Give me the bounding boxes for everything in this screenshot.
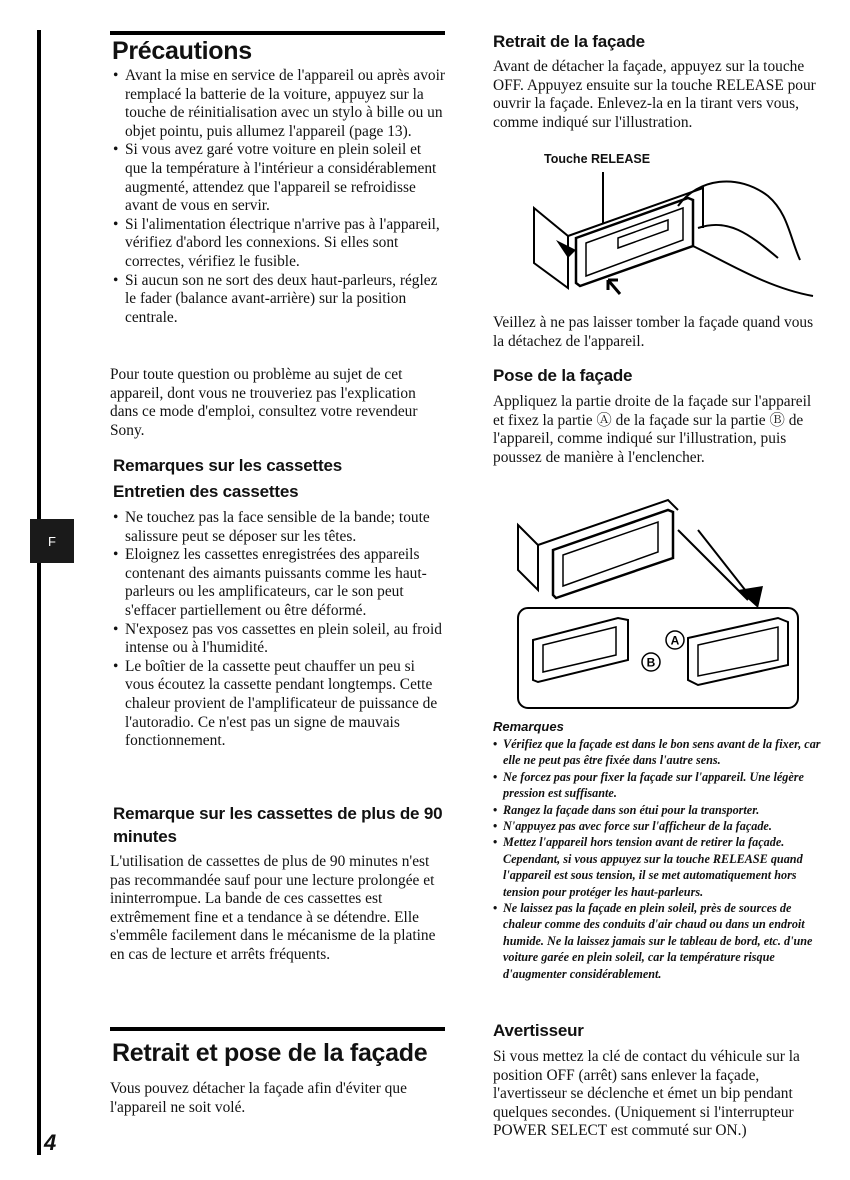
faceplate-paragraph: Vous pouvez détacher la façade afin d'éviter que l'appareil ne soit volé. (110, 1080, 407, 1116)
removal-paragraph: Avant de détacher la façade, appuyez sur la touche OFF. Appuyez ensuite sur la touche RELEASE pour ouvrir la façade. Enlevez-la en la tirant vers vous, comme indiqué sur l'illustration. (493, 58, 816, 131)
language-tab (30, 519, 74, 563)
list-item: • Rangez la façade dans son étui pour la transporter. (493, 802, 823, 818)
list-item: • Ne forcez pas pour fixer la façade sur l'appareil. Une légère pression est suffisante. (493, 769, 823, 802)
list-item: • N'appuyez pas avec force sur l'afficheur de la façade. (493, 818, 823, 834)
list-item: • Le boîtier de la cassette peut chauffer un peu si vous écoutez la cassette pendant longtemps. Cette chaleur provient de l'amplificateur de puissance de l'autoradio. Ce n'est pas un signe de mauvais fonctionnement. (113, 658, 445, 751)
page-number: 4 (44, 1130, 57, 1155)
list-item: • Si vous avez garé votre voiture en plein soleil et que la température à l'intérieur a considérablement augmenté, attendez que l'appareil se refroidisse avant de vous en servir. (113, 141, 445, 215)
removal-after-paragraph: Veillez à ne pas laisser tomber la façade quand vous la détachez de l'appareil. (493, 314, 814, 350)
cassettes-title: Remarques sur les cassettes (113, 456, 342, 475)
attach-title: Pose de la façade (493, 366, 633, 385)
release-button-label: Touche RELEASE (544, 152, 651, 166)
attach-illustration (508, 490, 808, 715)
long-cassettes-title: Remarque sur les cassettes de plus de 90 minutes (113, 804, 443, 846)
list-item: • Avant la mise en service de l'appareil ou après avoir remplacé la batterie de la voiture, appuyez sur la touche de réinitialisation avec un stylo à bille ou un objet pointu, puis allumez l'appareil (page 13). (113, 67, 445, 141)
marker-a: A (670, 633, 680, 648)
long-cassettes-paragraph: L'utilisation de cassettes de plus de 90 minutes n'est pas recommandée sauf pour une lecture prolongée et ininterrompue. La bande de ces cassettes est extrêmement fine et a tendance à se détendre. Elle s'emmêle facilement dans le mécanisme de la platine en cas de lecture et arrêts fréquents. (110, 853, 436, 963)
precautions-title: Précautions (112, 37, 252, 65)
list-item: • Si aucun son ne sort des deux haut-parleurs, réglez le fader (balance avant-arrière) sur la position centrale. (113, 272, 445, 328)
section-rule (110, 31, 445, 35)
faceplate-title: Retrait et pose de la façade (112, 1039, 428, 1067)
notes-list (493, 736, 823, 982)
marker-b: B (646, 655, 656, 670)
notes-title: Remarques (493, 719, 564, 734)
list-item: • Si l'alimentation électrique n'arrive pas à l'appareil, vérifiez d'abord les connexions. Si elles sont correctes, vérifiez le fusible. (113, 216, 445, 272)
list-item: • Vérifiez que la façade est dans le bon sens avant de la fixer, car elle ne peut pas être fixée dans l'autre sens. (493, 736, 823, 769)
list-item: • Ne laissez pas la façade en plein soleil, près de sources de chaleur comme des conduits d'air chaud ou dans un endroit humide. Ne la laissez jamais sur le tableau de bord, etc. d'une voiture garée en plein soleil, car la température risque d'augmenter considérablement. (493, 900, 823, 982)
section-rule (110, 1027, 445, 1031)
cassettes-list (113, 509, 445, 751)
removal-title: Retrait de la façade (493, 32, 645, 51)
release-illustration (528, 168, 818, 308)
list-item: • N'exposez pas vos cassettes en plein soleil, au froid intense ou à l'humidité. (113, 621, 445, 658)
alarm-paragraph: Si vous mettez la clé de contact du véhicule sur la position OFF (arrêt) sans enlever la façade, l'avertisseur se déclenche et émet un bip pendant quelques secondes. (Uniquement si l'interrupteur POWER SELECT est commuté sur ON.) (493, 1048, 800, 1140)
list-item: • Eloignez les cassettes enregistrées des appareils contenant des aimants puissants comme les haut-parleurs ou les amplificateurs, car le son peut s'effacer partiellement ou être déformé. (113, 546, 445, 620)
precautions-list (113, 67, 445, 327)
margin-rule (37, 30, 41, 1155)
alarm-title: Avertisseur (493, 1021, 584, 1040)
list-item: • Mettez l'appareil hors tension avant de retirer la façade. Cependant, si vous appuyez sur la touche RELEASE quand l'appareil est sous tension, il se met automatiquement hors tension pour protéger les haut-parleurs. (493, 834, 823, 900)
attach-paragraph: Appliquez la partie droite de la façade sur l'appareil et fixez la partie Ⓐ de la façade sur la partie Ⓑ de l'appareil, comme indiqué sur l'illustration, puis poussez de manière à l'enclencher. (493, 393, 812, 466)
list-item: • Ne touchez pas la face sensible de la bande; toute salissure peut se déposer sur les têtes. (113, 509, 445, 546)
precautions-paragraph: Pour toute question ou problème au sujet de cet appareil, dont vous ne trouveriez pas l'explication dans ce mode d'emploi, consultez votre revendeur Sony. (110, 366, 418, 439)
language-tab-label: F (48, 533, 56, 549)
cassettes-subtitle: Entretien des cassettes (113, 482, 299, 501)
